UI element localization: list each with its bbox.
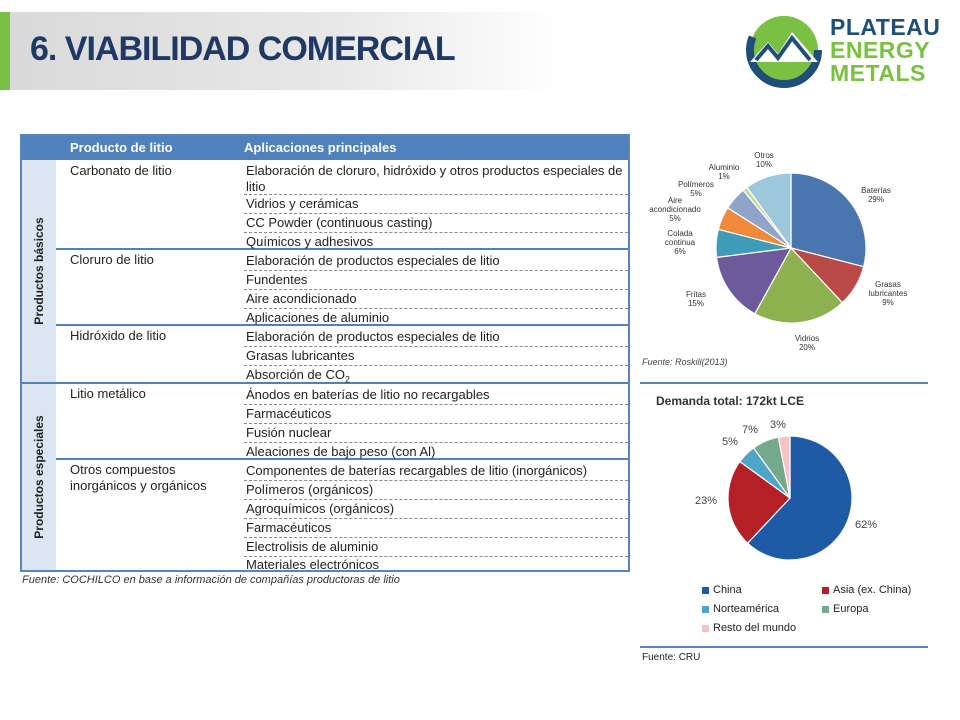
- application-cell: Agroquímicos (orgánicos): [246, 501, 395, 516]
- pie-label: 5%: [690, 189, 702, 198]
- category-basic: [22, 160, 56, 384]
- row-divider: [244, 404, 628, 405]
- legend-item: [822, 584, 911, 596]
- column-header-applications: Aplicaciones principales: [244, 140, 397, 155]
- pie-label: Fritas: [686, 290, 706, 299]
- application-cell: CC Powder (continuous casting): [246, 215, 433, 230]
- application-cell: Fundentes: [246, 272, 308, 287]
- lithium-products-table: [20, 134, 630, 572]
- pie-label: lubricantes: [868, 289, 908, 298]
- logo-word-2: ENERGY: [830, 37, 931, 63]
- row-divider: [244, 480, 628, 481]
- category-special: [22, 384, 56, 570]
- application-cell: Farmacéuticos: [246, 406, 332, 421]
- demand-chart-panel: [640, 382, 928, 648]
- demand-chart-title: Demanda total: 172kt LCE: [656, 394, 805, 408]
- pie-label: Vidrios: [794, 334, 820, 343]
- pie-label: Colada: [667, 229, 693, 238]
- page-title: 6. VIABILIDAD COMERCIAL: [30, 30, 455, 68]
- row-divider: [244, 346, 628, 347]
- product-cell: Carbonato de litio: [70, 163, 172, 178]
- pie-label: Aire: [667, 196, 683, 205]
- application-cell: Electrolisis de aluminio: [246, 539, 379, 554]
- application-cell: Componentes de baterías recargables de litio (inorgánicos): [246, 463, 588, 478]
- application-cell: Absorción de $CO_2$: [246, 367, 351, 385]
- application-cell: Elaboración de productos especiales de litio: [246, 329, 500, 344]
- row-divider: [244, 518, 628, 519]
- legend-item: [702, 622, 796, 634]
- application-cell: Materiales electrónicos: [246, 557, 379, 572]
- row-divider: [244, 308, 628, 309]
- row-divider: [244, 194, 628, 195]
- column-header-product: Producto de litio: [70, 140, 173, 155]
- product-cell: Otros compuestos inorgánicos y orgánicos: [70, 462, 207, 493]
- pie-label: 1%: [718, 172, 730, 181]
- application-cell: Polímeros (orgánicos): [246, 482, 374, 497]
- row-divider: [244, 213, 628, 214]
- legend-swatch: [822, 587, 829, 594]
- row-divider: [244, 365, 628, 366]
- application-cell: Químicos y adhesivos: [246, 234, 374, 249]
- application-cell: Fusión nuclear: [246, 425, 332, 440]
- legend-label: Resto del mundo: [713, 622, 797, 634]
- application-cell: Farmacéuticos: [246, 520, 332, 535]
- legend-swatch: [702, 625, 709, 632]
- table-source: Fuente: COCHILCO en base a información de compañías productoras de litio: [22, 574, 400, 586]
- pie-label: 5%: [722, 436, 738, 448]
- row-divider: [244, 289, 628, 290]
- pie-label: Aluminio: [708, 163, 740, 172]
- legend-label: Norteamérica: [713, 603, 780, 615]
- table-header: [22, 136, 628, 160]
- pie-label: 23%: [694, 495, 718, 507]
- pie-label: 9%: [882, 298, 894, 307]
- pie-label: 15%: [687, 299, 705, 308]
- row-divider: [244, 442, 628, 443]
- legend-item: [702, 584, 742, 596]
- legend-swatch: [702, 587, 709, 594]
- legend-swatch: [822, 606, 829, 613]
- category-label: Productos especiales: [32, 415, 46, 539]
- legend-swatch: [702, 606, 709, 613]
- logo-mountain-icon: [742, 10, 826, 88]
- pie-label: 62%: [854, 519, 878, 531]
- product-cell: Hidróxido de litio: [70, 328, 167, 343]
- legend-item: [822, 603, 868, 615]
- application-cell: Aplicaciones de aluminio: [246, 310, 390, 325]
- pie-label: 10%: [755, 160, 773, 169]
- pie-label: Baterías: [861, 186, 891, 195]
- logo-word-1: PLATEAU: [830, 14, 941, 40]
- pie-source: Fuente: Roskill(2013): [642, 357, 728, 367]
- pie-label: 20%: [798, 343, 816, 352]
- legend-label: Europa: [833, 603, 869, 615]
- legend-label: China: [713, 584, 742, 596]
- pie-label: Grasas: [875, 280, 901, 289]
- company-logo: [742, 10, 942, 88]
- pie-label: acondicionado: [649, 205, 701, 214]
- row-divider: [244, 232, 628, 233]
- application-cell: Ánodos en baterías de litio no recargables: [246, 387, 490, 402]
- logo-word-3: METALS: [830, 60, 926, 86]
- pie-label: continua: [664, 238, 696, 247]
- applications-pie-chart: [640, 145, 940, 375]
- row-divider: [244, 537, 628, 538]
- pie-label: 5%: [669, 214, 681, 223]
- application-cell: Vidrios y cerámicas: [246, 196, 359, 211]
- application-cell: Elaboración de productos especiales de litio: [246, 253, 500, 268]
- application-cell: Aire acondicionado: [246, 291, 357, 306]
- demand-pie-chart: [640, 408, 928, 598]
- demand-source: Fuente: CRU: [642, 652, 701, 663]
- pie-label: Otros: [754, 151, 774, 160]
- application-cell: Elaboración de cloruro, hidróxido y otros productos especiales de litio: [246, 163, 623, 194]
- category-label: Productos básicos: [32, 217, 46, 325]
- row-divider: [244, 423, 628, 424]
- application-cell: Grasas lubricantes: [246, 348, 355, 363]
- pie-label: 6%: [674, 247, 686, 256]
- legend-item: [702, 603, 779, 615]
- product-cell: Litio metálico: [70, 386, 146, 401]
- application-cell: Aleaciones de bajo peso (con Al): [246, 444, 436, 459]
- legend-label: Asia (ex. China): [833, 584, 912, 596]
- accent-bar: [0, 12, 10, 90]
- pie-label: 3%: [770, 419, 786, 431]
- row-divider: [244, 270, 628, 271]
- pie-label: 7%: [742, 424, 758, 436]
- product-cell: Cloruro de litio: [70, 252, 154, 267]
- pie-label: 29%: [867, 195, 885, 204]
- pie-label: Polímeros: [677, 180, 715, 189]
- row-divider: [244, 499, 628, 500]
